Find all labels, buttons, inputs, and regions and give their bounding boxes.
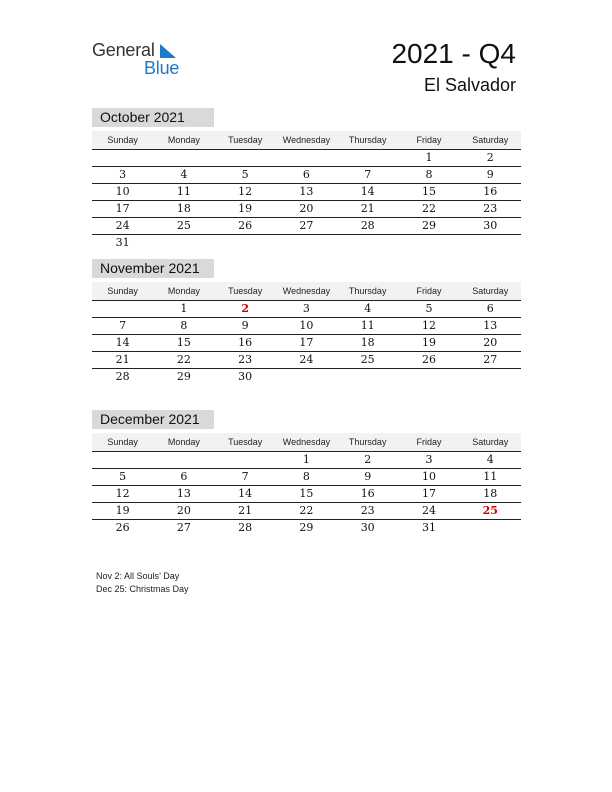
day-cell: 26 [421,353,436,366]
week-row [92,520,521,536]
day-cell: 16 [483,185,498,198]
day-cell: 20 [483,336,498,349]
day-cell: 14 [115,336,130,349]
month-grid [92,452,521,536]
week-row [92,486,521,503]
day-cell: 11 [360,319,375,332]
day-cell: 19 [421,336,436,349]
weekday-label: Thursday [348,286,387,296]
week-row [92,235,521,251]
weekday-label: Tuesday [228,135,263,145]
weekday-label: Saturday [472,286,509,296]
day-cell: 16 [238,336,253,349]
weekday-label: Friday [416,135,442,145]
day-cell: 2 [364,453,372,466]
day-cell: 7 [364,168,372,181]
weekday-label: Wednesday [282,437,331,447]
day-cell: 5 [425,302,433,315]
empty-day-cell [215,150,276,166]
day-cell: 16 [360,487,375,500]
empty-day-cell [92,452,153,468]
weekday-label: Saturday [472,437,509,447]
day-cell: 6 [302,168,310,181]
day-cell: 27 [483,353,498,366]
day-cell: 13 [299,185,314,198]
day-cell: 24 [115,219,130,232]
day-cell: 28 [238,521,253,534]
day-cell: 8 [180,319,188,332]
day-cell: 10 [115,185,130,198]
day-cell: 4 [364,302,372,315]
holiday-notes [96,570,189,596]
week-row [92,335,521,352]
day-cell: 21 [238,504,253,517]
day-cell: 5 [241,168,249,181]
weekday-header [92,433,521,452]
week-row [92,318,521,335]
day-cell: 15 [299,487,314,500]
brand-triangle-icon [160,44,176,58]
weekday-label: Sunday [107,135,138,145]
day-cell: 14 [360,185,375,198]
weekday-label: Tuesday [228,437,263,447]
day-cell: 5 [119,470,127,483]
weekday-header [92,282,521,301]
day-cell: 1 [302,453,310,466]
day-cell: 18 [483,487,498,500]
day-cell: 25 [176,219,191,232]
day-cell: 20 [176,504,191,517]
day-cell: 19 [238,202,253,215]
day-cell: 27 [299,219,314,232]
weekday-label: Monday [167,437,200,447]
empty-day-cell [215,235,276,251]
day-cell: 23 [238,353,253,366]
day-cell: 9 [364,470,372,483]
week-row [92,369,521,385]
weekday-label: Friday [416,286,442,296]
week-row [92,184,521,201]
empty-day-cell [337,235,398,251]
weekday-label: Saturday [472,135,509,145]
day-cell: 28 [360,219,375,232]
holiday-day-cell: 25 [482,504,498,517]
day-cell: 9 [486,168,494,181]
day-cell: 13 [483,319,498,332]
empty-day-cell [92,150,153,166]
empty-day-cell [153,150,214,166]
day-cell: 8 [425,168,433,181]
weekday-label: Monday [167,286,200,296]
day-cell: 3 [119,168,127,181]
day-cell: 30 [238,370,253,383]
month-december [92,410,521,536]
weekday-label: Sunday [107,437,138,447]
empty-day-cell [276,235,337,251]
day-cell: 15 [176,336,191,349]
week-row [92,201,521,218]
day-cell: 3 [302,302,310,315]
day-cell: 1 [425,151,433,164]
month-grid [92,301,521,385]
weekday-header [92,131,521,150]
day-cell: 14 [238,487,253,500]
day-cell: 6 [180,470,188,483]
day-cell: 12 [238,185,253,198]
day-cell: 4 [180,168,188,181]
week-row [92,150,521,167]
day-cell: 11 [483,470,498,483]
empty-day-cell [337,369,398,385]
empty-day-cell [276,369,337,385]
brand-word-blue: Blue [144,58,180,78]
empty-day-cell [153,452,214,468]
weekday-label: Wednesday [282,286,331,296]
day-cell: 7 [241,470,249,483]
day-cell: 20 [299,202,314,215]
day-cell: 4 [486,453,494,466]
empty-day-cell [337,150,398,166]
empty-day-cell [398,369,459,385]
week-row [92,301,521,318]
week-row [92,167,521,184]
month-november [92,259,521,385]
day-cell: 6 [486,302,494,315]
weekday-label: Wednesday [282,135,331,145]
day-cell: 27 [176,521,191,534]
day-cell: 17 [115,202,130,215]
day-cell: 22 [299,504,314,517]
empty-day-cell [215,452,276,468]
empty-day-cell [460,369,521,385]
empty-day-cell [153,235,214,251]
holiday-note: Nov 2: All Souls’ Day [96,571,180,581]
day-cell: 23 [360,504,375,517]
month-october [92,108,521,251]
day-cell: 22 [176,353,191,366]
day-cell: 31 [115,236,130,249]
day-cell: 17 [299,336,314,349]
day-cell: 29 [176,370,191,383]
day-cell: 12 [115,487,130,500]
day-cell: 29 [421,219,436,232]
brand-logo [92,40,192,80]
day-cell: 18 [176,202,191,215]
holiday-note: Dec 25: Christmas Day [96,584,189,594]
empty-day-cell [92,301,153,317]
weekday-label: Thursday [348,437,387,447]
empty-day-cell [276,150,337,166]
day-cell: 9 [241,319,249,332]
day-cell: 31 [421,521,436,534]
week-row [92,452,521,469]
brand-word-general: General [92,40,155,60]
empty-day-cell [460,235,521,251]
day-cell: 19 [115,504,130,517]
day-cell: 30 [483,219,498,232]
country-name: El Salvador [423,75,516,95]
day-cell: 29 [299,521,314,534]
day-cell: 21 [115,353,130,366]
month-title: December 2021 [92,410,214,429]
weekday-label: Friday [416,437,442,447]
day-cell: 30 [360,521,375,534]
day-cell: 13 [176,487,191,500]
weekday-label: Thursday [348,135,387,145]
weekday-label: Tuesday [228,286,263,296]
day-cell: 12 [421,319,436,332]
month-title: October 2021 [92,108,214,127]
day-cell: 24 [299,353,314,366]
page-title: 2021 - Q4 [391,38,516,69]
month-grid [92,150,521,251]
day-cell: 23 [483,202,498,215]
day-cell: 7 [119,319,127,332]
empty-day-cell [460,520,521,536]
weekday-label: Monday [167,135,200,145]
day-cell: 1 [180,302,188,315]
day-cell: 2 [486,151,494,164]
day-cell: 11 [176,185,191,198]
week-row [92,218,521,235]
day-cell: 10 [421,470,436,483]
day-cell: 8 [302,470,310,483]
day-cell: 28 [115,370,130,383]
day-cell: 15 [421,185,436,198]
day-cell: 22 [421,202,436,215]
holiday-day-cell: 2 [241,302,249,315]
weekday-label: Sunday [107,286,138,296]
day-cell: 24 [421,504,436,517]
day-cell: 26 [238,219,253,232]
day-cell: 18 [360,336,375,349]
week-row [92,469,521,486]
week-row [92,503,521,520]
day-cell: 3 [425,453,433,466]
day-cell: 26 [115,521,130,534]
day-cell: 21 [360,202,375,215]
day-cell: 17 [421,487,436,500]
week-row [92,352,521,369]
month-title: November 2021 [92,259,214,278]
empty-day-cell [398,235,459,251]
day-cell: 25 [360,353,375,366]
day-cell: 10 [299,319,314,332]
